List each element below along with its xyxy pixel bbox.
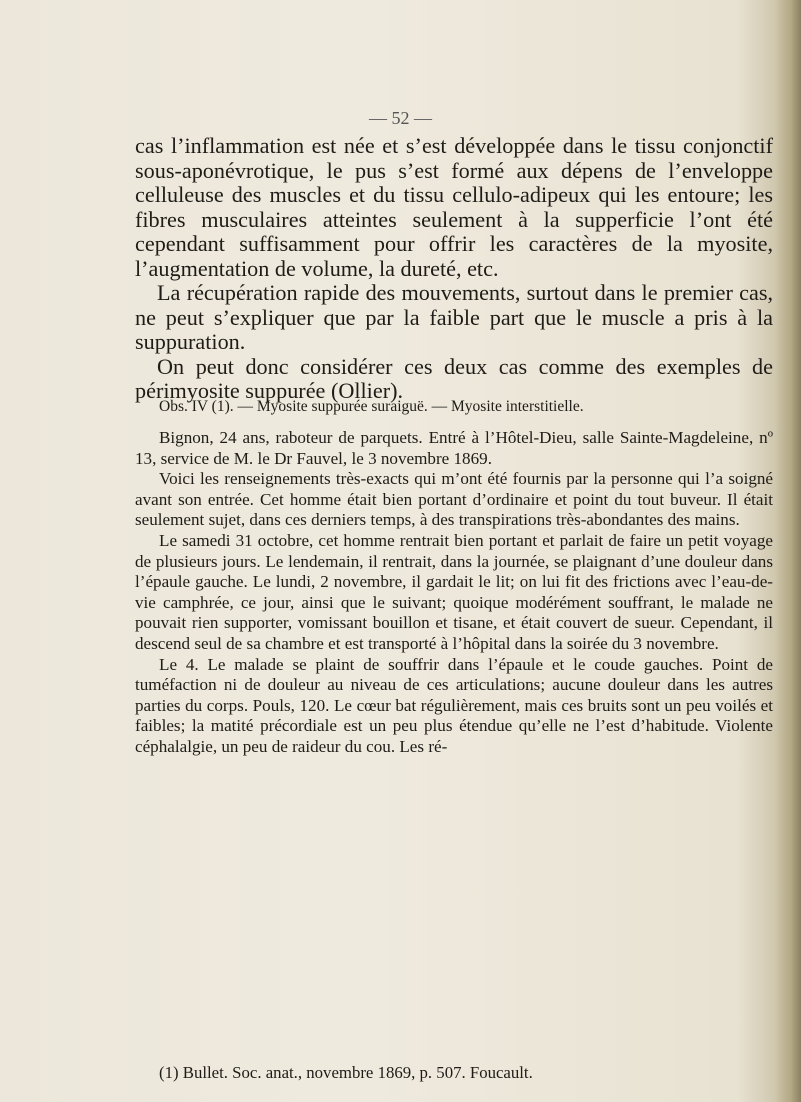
case-paragraph: Le samedi 31 octobre, cet homme rentrait bien portant et parlait de faire un petit voyage de plusieurs jours. Le lendemain, il rentrait, dans la journée, se plaignant d’une douleur dans l’épaule gauche. Le lundi, 2 novembre, il gardait le lit; on lui fit des frictions avec l’eau-de-vie camphrée, ce jour, ainsi que le suivant; quoique modérément souffrant, le malade ne pouvait rien supporter, vomissant bouillon et tisane, et était couvert de sueur. Cependant, il descend seul de sa chambre et est transporté à l’hôpital dans la soirée du 3 novembre. [135, 530, 773, 653]
footnote: (1) Bullet. Soc. anat., novembre 1869, p. 507. Foucault. [159, 1063, 533, 1082]
case-paragraph: Le 4. Le malade se plaint de souffrir dans l’épaule et le coude gauches. Point de tuméfaction ni de douleur au niveau de ces articulations; aucune douleur dans les autres parties du corps. Pouls, 120. Le cœur bat régulièrement, mais ces bruits sont un peu voilés et faibles; la matité précordiale est un peu plus étendue qu’elle ne l’est d’habitude. Violente céphalalgie, un peu de raideur du cou. Les ré- [135, 654, 773, 756]
page-edge-shadow [775, 0, 801, 1102]
main-text [135, 134, 773, 404]
page-number: — 52 — [369, 108, 432, 128]
observation-heading: Obs. IV (1). — Myosite suppurée suraiguë. — Myosite interstitielle. [159, 398, 584, 415]
paragraph: On peut donc considérer ces deux cas comme des exemples de périmyosite suppurée (Ollier). [135, 353, 773, 403]
case-text [135, 428, 773, 758]
paragraph: cas l’inflammation est née et s’est développée dans le tissu conjonctif sous-aponévrotique, le pus s’est formé aux dépens de l’enveloppe celluleuse des muscles et du tissu cellulo-adipeux qui les entoure; les fibres musculaires atteintes seulement à la supperficie l’ont été cependant suffisamment pour offrir les caractères de la myosite, l’augmentation de volume, la dureté, etc. [135, 133, 773, 281]
case-paragraph: Bignon, 24 ans, raboteur de parquets. Entré à l’Hôtel-Dieu, salle Sainte-Magdeleine, nº 13, service de M. le Dr Fauvel, le 3 novembre 1869. [135, 428, 773, 468]
paragraph: La récupération rapide des mouvements, surtout dans le premier cas, ne peut s’expliquer que par la faible part que le muscle a pris à la suppuration. [135, 280, 773, 354]
case-paragraph: Voici les renseignements très-exacts qui m’ont été fournis par la personne qui l’a soigné avant son entrée. Cet homme était bien portant d’ordinaire et point du tout buveur. Il était seulement sujet, dans ces derniers temps, à des transpirations très-abondantes des mains. [135, 469, 773, 530]
